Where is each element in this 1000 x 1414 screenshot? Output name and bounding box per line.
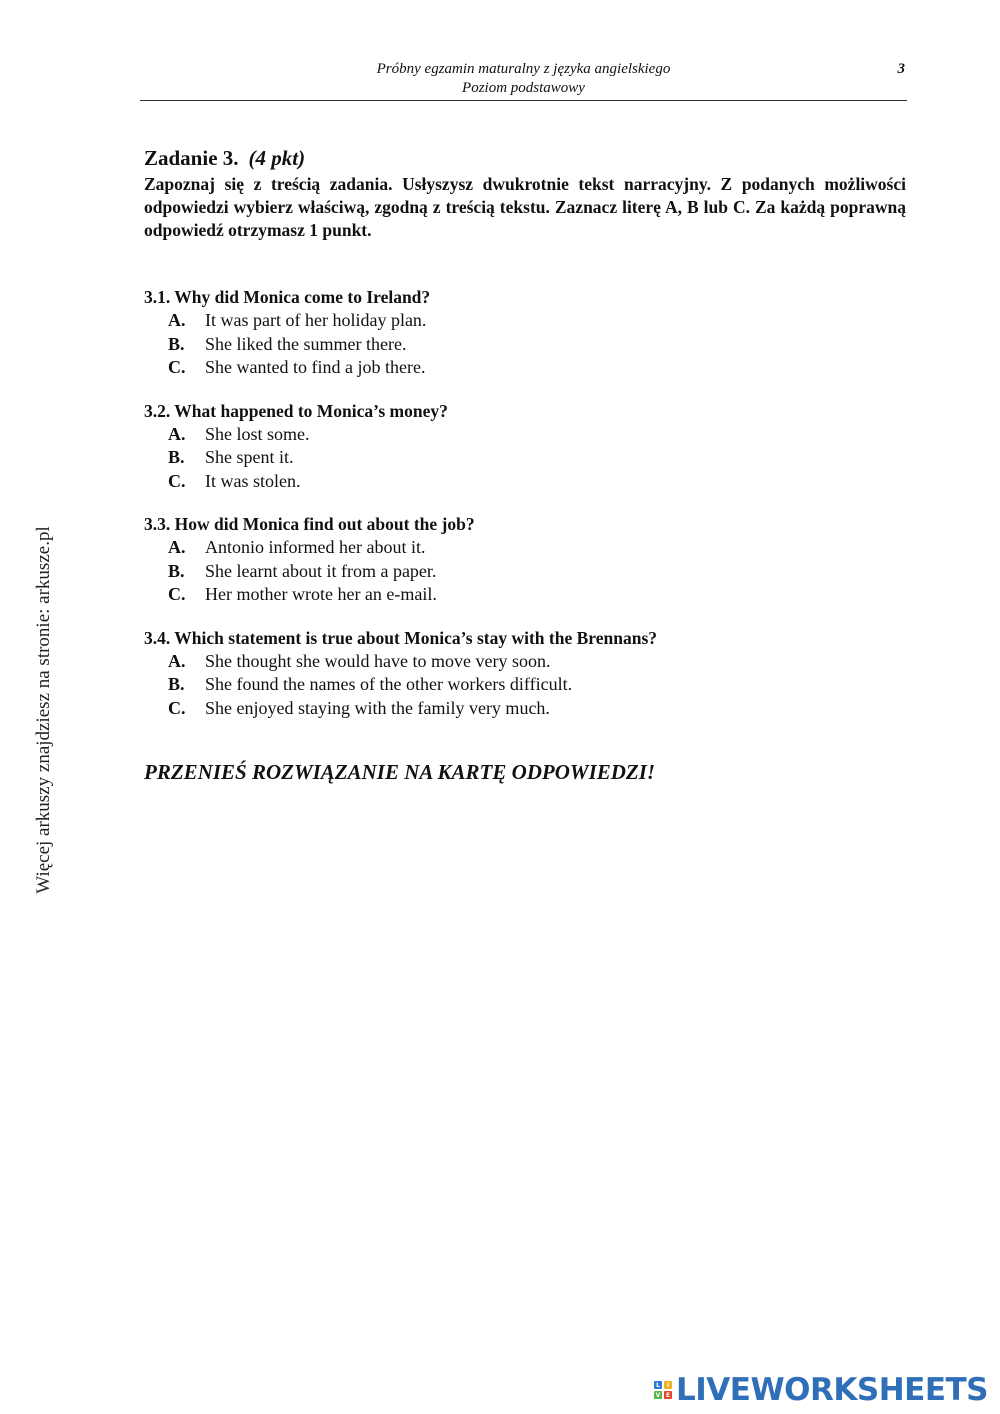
question-text: 3.2. What happened to Monica’s money?: [144, 400, 448, 421]
answer-option[interactable]: [144, 697, 906, 721]
answer-option[interactable]: [144, 583, 906, 607]
option-text: Antonio informed her about it.: [205, 537, 426, 557]
option-letter: B.: [168, 674, 185, 694]
page-number: 3: [897, 61, 905, 77]
liveworksheets-icon: [654, 1381, 672, 1399]
option-letter: C.: [168, 470, 186, 491]
liveworksheets-text: LIVEWORKSHEETS: [676, 1372, 988, 1408]
task-section: [144, 145, 906, 242]
option-text: It was part of her holiday plan.: [205, 310, 427, 330]
option-text: She wanted to find a job there.: [205, 357, 426, 377]
liveworksheets-logo[interactable]: [654, 1372, 988, 1408]
option-letter: A.: [168, 423, 186, 444]
header-level: Poziom podstawowy: [462, 80, 585, 96]
option-text: She enjoyed staying with the family very much.: [205, 697, 550, 718]
answer-option[interactable]: [144, 650, 906, 674]
answer-option[interactable]: [144, 536, 906, 560]
task-title-label: Zadanie 3.: [144, 146, 239, 170]
answer-option[interactable]: [144, 356, 906, 380]
option-text: She spent it.: [205, 447, 294, 467]
task-points: (4 pkt): [248, 146, 306, 170]
task-instructions: Zapoznaj się z treścią zadania. Usłyszysz dwukrotnie tekst narracyjny. Z podanych możliwości odpowiedzi wybierz właściwą, zgodną z treścią tekstu. Zaznacz literę A, B lub C. Za każdą poprawną odpowiedź otrzymasz 1 punkt.: [144, 174, 906, 240]
option-text: She liked the summer there.: [205, 333, 407, 354]
answer-option[interactable]: [144, 423, 906, 447]
option-letter: B.: [168, 333, 185, 354]
question-text: 3.4. Which statement is true about Monica’s stay with the Brennans?: [144, 627, 658, 648]
side-note: Więcej arkuszy znajdziesz na stronie: arkusze.pl: [33, 526, 54, 894]
answer-option[interactable]: [144, 309, 906, 333]
question-text: 3.1. Why did Monica come to Ireland?: [144, 287, 431, 307]
logo-tile: V: [655, 1391, 661, 1399]
option-letter: C.: [168, 697, 186, 718]
transfer-note: PRZENIEŚ ROZWIĄZANIE NA KARTĘ ODPOWIEDZI!: [144, 760, 656, 784]
option-letter: A.: [168, 537, 186, 557]
answer-option[interactable]: [144, 333, 906, 357]
question-3: [144, 513, 906, 607]
question-text: 3.3. How did Monica find out about the job?: [144, 514, 475, 534]
task-title: [144, 145, 906, 171]
option-text: She lost some.: [205, 423, 310, 444]
question-list: [144, 286, 906, 740]
option-text: She found the names of the other workers difficult.: [205, 674, 573, 694]
option-letter: A.: [168, 650, 186, 671]
answer-option[interactable]: [144, 673, 906, 697]
option-letter: B.: [168, 560, 185, 581]
option-letter: A.: [168, 310, 186, 330]
header-exam-title: Próbny egzamin maturalny z języka angielskiego: [376, 61, 671, 77]
option-text: It was stolen.: [205, 470, 301, 491]
answer-option[interactable]: [144, 560, 906, 584]
logo-tile: E: [665, 1391, 671, 1399]
page-header: [140, 58, 907, 101]
logo-tile: I: [664, 1381, 672, 1389]
option-text: Her mother wrote her an e-mail.: [205, 584, 437, 604]
question-1: [144, 286, 906, 380]
question-4: [144, 627, 906, 721]
option-letter: C.: [168, 584, 186, 604]
option-letter: B.: [168, 447, 185, 467]
answer-option[interactable]: [144, 470, 906, 494]
option-letter: C.: [168, 357, 186, 377]
option-text: She learnt about it from a paper.: [205, 560, 437, 581]
option-text: She thought she would have to move very soon.: [205, 650, 551, 671]
answer-option[interactable]: [144, 446, 906, 470]
question-2: [144, 400, 906, 494]
logo-tile: L: [654, 1381, 662, 1389]
